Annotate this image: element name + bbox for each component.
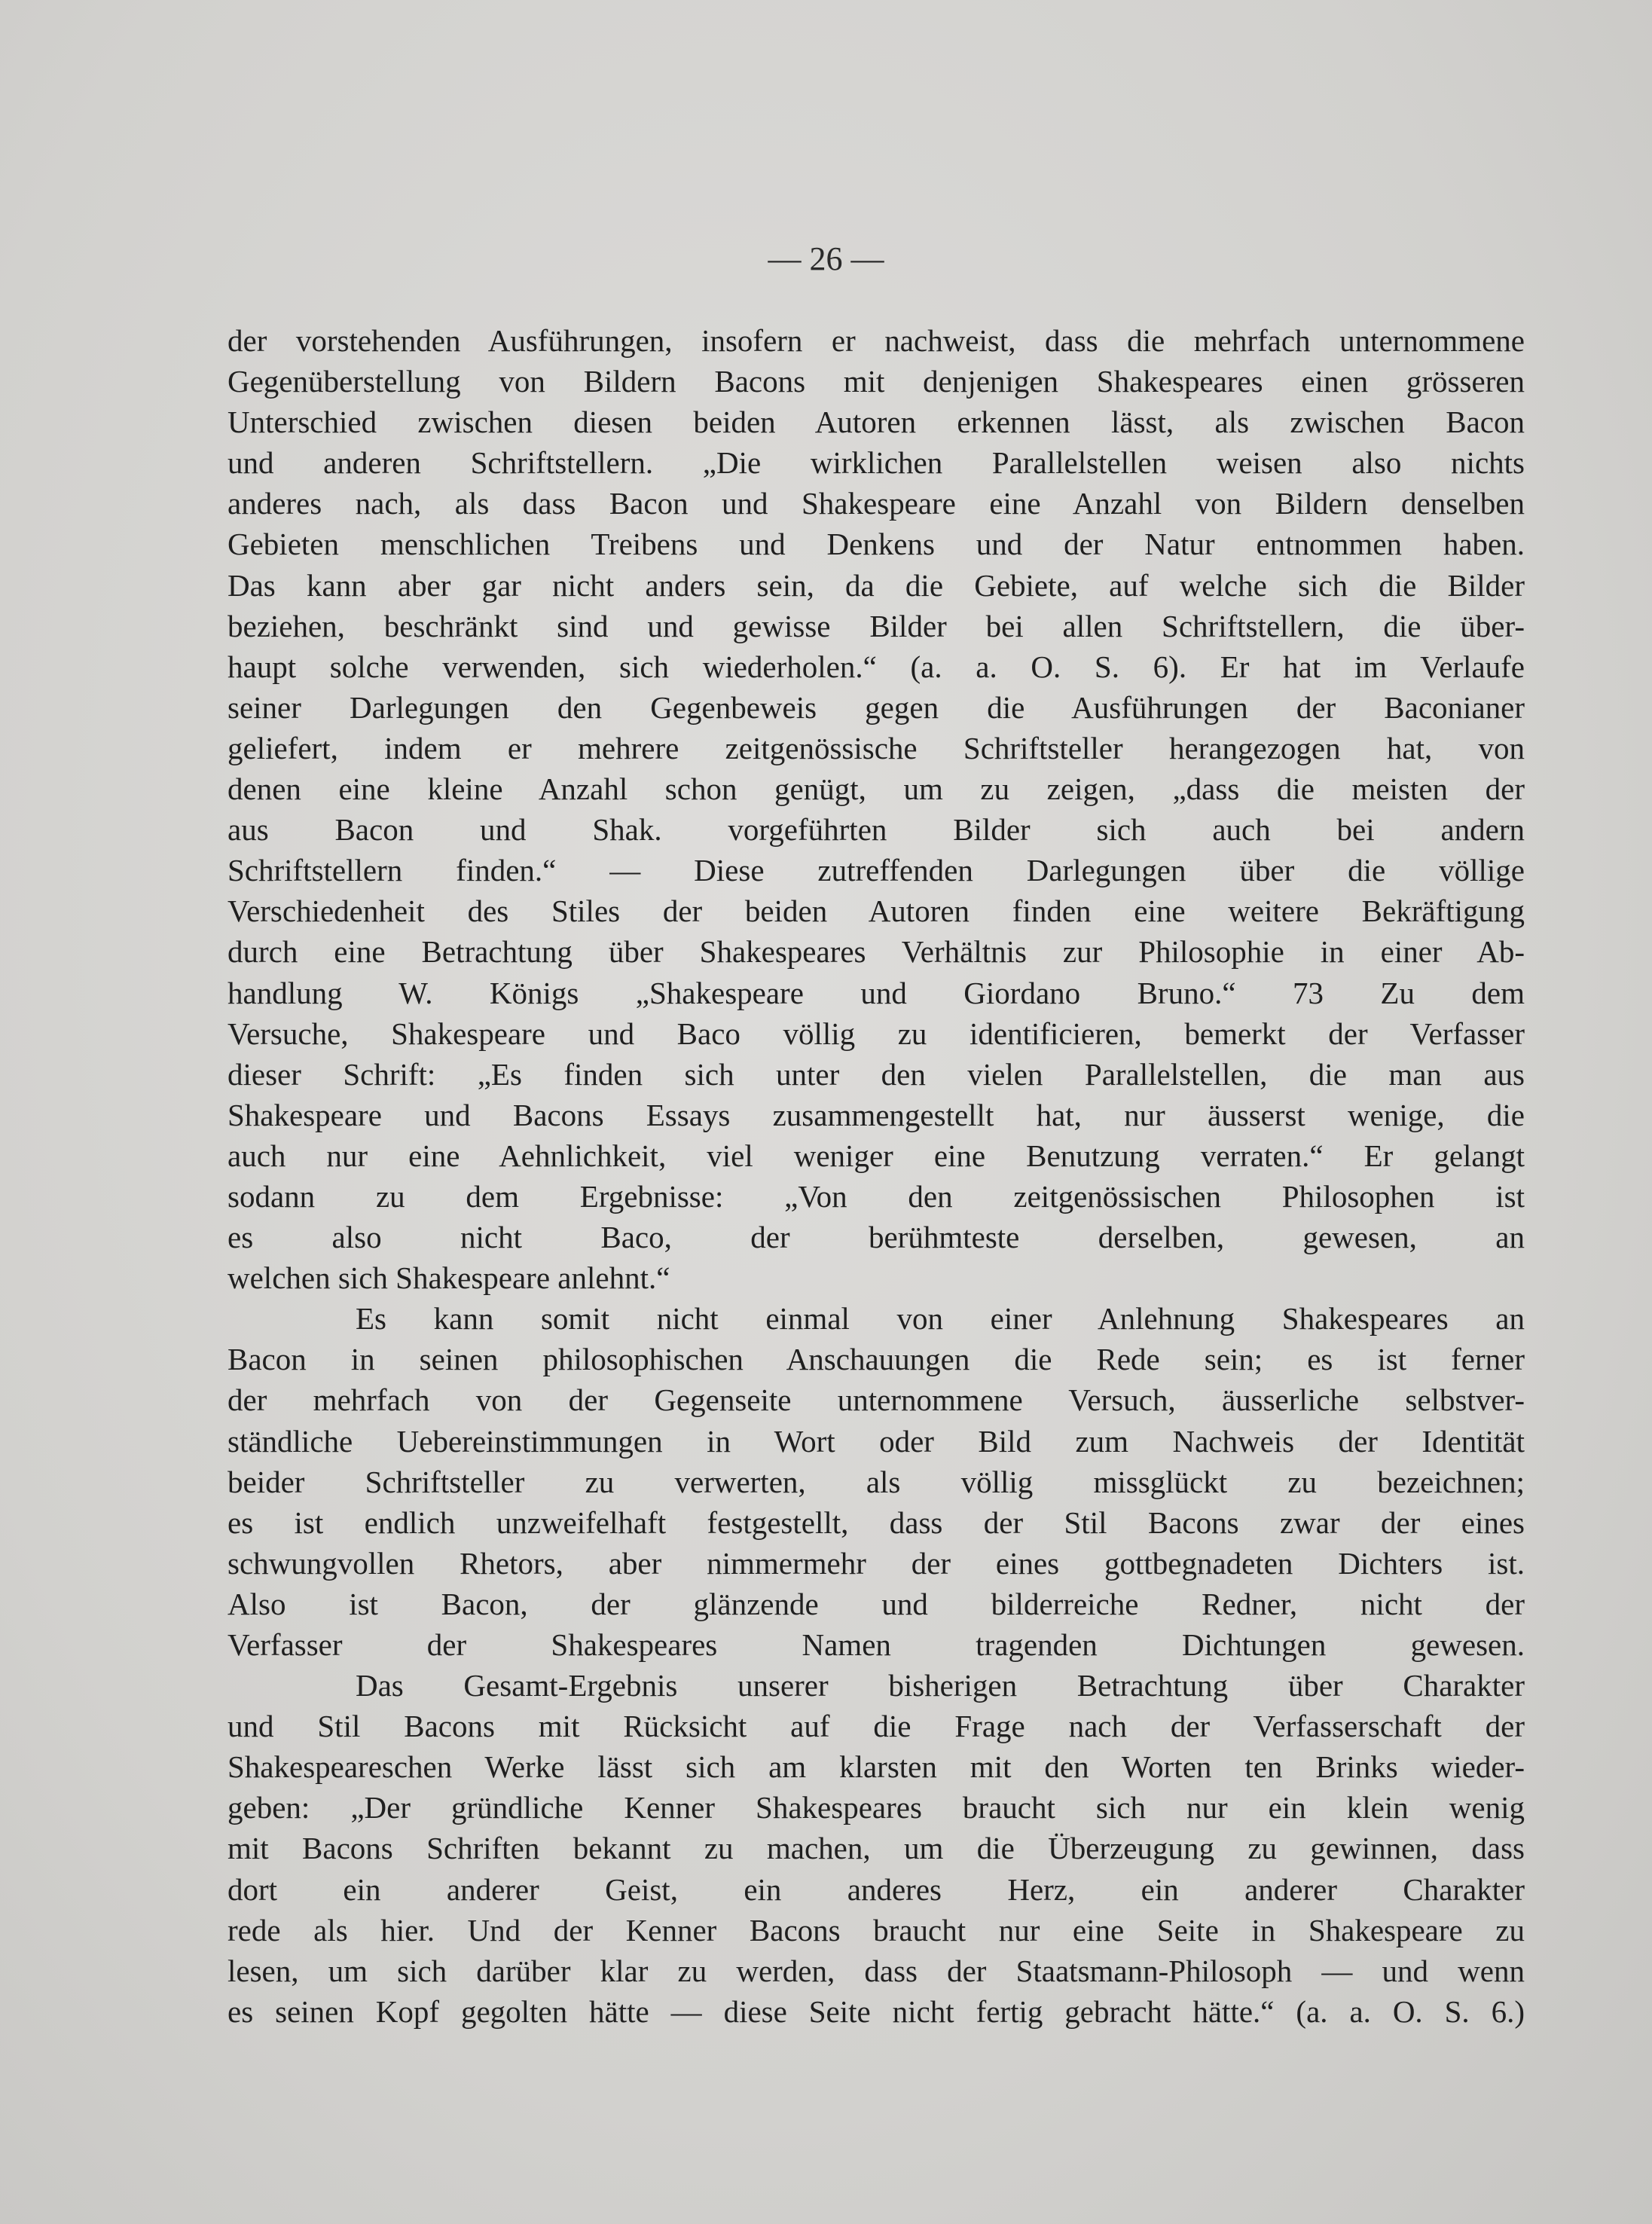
- text-line: und Stil Bacons mit Rücksicht auf die Frage nach der Verfasserschaft der: [227, 1709, 1525, 1744]
- text-line: geliefert, indem er mehrere zeitgenössische Schriftsteller herangezogen hat, von: [227, 730, 1525, 765]
- text-line: beider Schriftsteller zu verwerten, als völlig missglückt zu bezeichnen;: [227, 1464, 1525, 1499]
- text-line: und anderen Schriftstellern. „Die wirklichen Parallelstellen weisen also nichts: [227, 445, 1525, 481]
- text-line: mit Bacons Schriften bekannt zu machen, um die Überzeugung zu gewinnen, dass: [227, 1831, 1525, 1866]
- text-line: es seinen Kopf gegolten hätte — diese Seite nicht fertig gebracht hätte.“ (a. a. O. S. 6.): [227, 1993, 1525, 2029]
- text-line: Unterschied zwischen diesen beiden Autoren erkennen lässt, als zwischen Bacon: [227, 405, 1525, 440]
- text-line: anderes nach, als dass Bacon und Shakespeare eine Anzahl von Bildern denselben: [227, 486, 1525, 521]
- text-line: Gegenüberstellung von Bildern Bacons mit denjenigen Shakespeares einen grösseren: [227, 364, 1525, 399]
- text-line: auch nur eine Aehnlichkeit, viel weniger eine Benutzung verraten.“ Er gelangt: [227, 1138, 1525, 1173]
- text-line: Gebieten menschlichen Treibens und Denkens und der Natur entnommen haben.: [227, 527, 1525, 562]
- text-line: ständliche Uebereinstimmungen in Wort oder Bild zum Nachweis der Identität: [227, 1423, 1525, 1459]
- text-line: lesen, um sich darüber klar zu werden, dass der Staatsmann-Philosoph — und wenn: [227, 1953, 1525, 1988]
- text-line: handlung W. Königs „Shakespeare und Giordano Bruno.“ 73 Zu dem: [227, 975, 1525, 1010]
- text-line: der mehrfach von der Gegenseite unternommene Versuch, äusserliche selbstver-: [227, 1382, 1525, 1418]
- text-line: Shakespeare und Bacons Essays zusammengestellt hat, nur äusserst wenige, die: [227, 1097, 1525, 1132]
- text-line: Es kann somit nicht einmal von einer Anlehnung Shakespeares an: [356, 1301, 1525, 1337]
- text-line: sodann zu dem Ergebnisse: „Von den zeitgenössischen Philosophen ist: [227, 1178, 1525, 1214]
- text-line: geben: „Der gründliche Kenner Shakespeares braucht sich nur ein klein wenig: [227, 1790, 1525, 1825]
- text-line: es ist endlich unzweifelhaft festgestellt, dass der Stil Bacons zwar der eines: [227, 1505, 1525, 1540]
- text-line: durch eine Betrachtung über Shakespeares Verhältnis zur Philosophie in einer Ab-: [227, 934, 1525, 970]
- text-line: Verschiedenheit des Stiles der beiden Autoren finden eine weitere Bekräftigung: [227, 894, 1525, 929]
- text-line: es also nicht Baco, der berühmteste derselben, gewesen, an: [227, 1220, 1525, 1255]
- body-text: [227, 320, 1525, 2032]
- text-line: welchen sich Shakespeare anlehnt.“: [227, 1260, 670, 1296]
- text-line: schwungvollen Rhetors, aber nimmermehr der eines gottbegnadeten Dichters ist.: [227, 1545, 1525, 1581]
- text-line: rede als hier. Und der Kenner Bacons braucht nur eine Seite in Shakespeare zu: [227, 1912, 1525, 1948]
- text-line: Das kann aber gar nicht anders sein, da die Gebiete, auf welche sich die Bilder: [227, 567, 1525, 603]
- text-line: Shakespeareschen Werke lässt sich am klarsten mit den Worten ten Brinks wieder-: [227, 1749, 1525, 1785]
- text-line: der vorstehenden Ausführungen, insofern er nachweist, dass die mehrfach unternommene: [227, 323, 1525, 358]
- page-number: — 26 —: [768, 240, 884, 277]
- text-line: denen eine kleine Anzahl schon genügt, um zu zeigen, „dass die meisten der: [227, 771, 1525, 807]
- text-line: dort ein anderer Geist, ein anderes Herz, ein anderer Charakter: [227, 1871, 1525, 1907]
- text-line: Verfasser der Shakespeares Namen tragenden Dichtungen gewesen.: [227, 1627, 1525, 1662]
- text-line: Das Gesamt-Ergebnis unserer bisherigen Betrachtung über Charakter: [356, 1668, 1525, 1703]
- text-line: aus Bacon und Shak. vorgeführten Bilder sich auch bei andern: [227, 812, 1525, 848]
- text-line: Versuche, Shakespeare und Baco völlig zu identificieren, bemerkt der Verfasser: [227, 1016, 1525, 1051]
- text-line: Schriftstellern finden.“ — Diese zutreffenden Darlegungen über die völlige: [227, 853, 1525, 888]
- text-line: dieser Schrift: „Es finden sich unter den vielen Parallelstellen, die man aus: [227, 1056, 1525, 1092]
- text-line: beziehen, beschränkt sind und gewisse Bilder bei allen Schriftstellern, die über-: [227, 608, 1525, 643]
- text-line: Also ist Bacon, der glänzende und bilderreiche Redner, nicht der: [227, 1586, 1525, 1621]
- text-line: Bacon in seinen philosophischen Anschauungen die Rede sein; es ist ferner: [227, 1342, 1525, 1377]
- text-line: haupt solche verwenden, sich wiederholen.“ (a. a. O. S. 6). Er hat im Verlaufe: [227, 649, 1525, 684]
- text-line: seiner Darlegungen den Gegenbeweis gegen die Ausführungen der Baconianer: [227, 689, 1525, 725]
